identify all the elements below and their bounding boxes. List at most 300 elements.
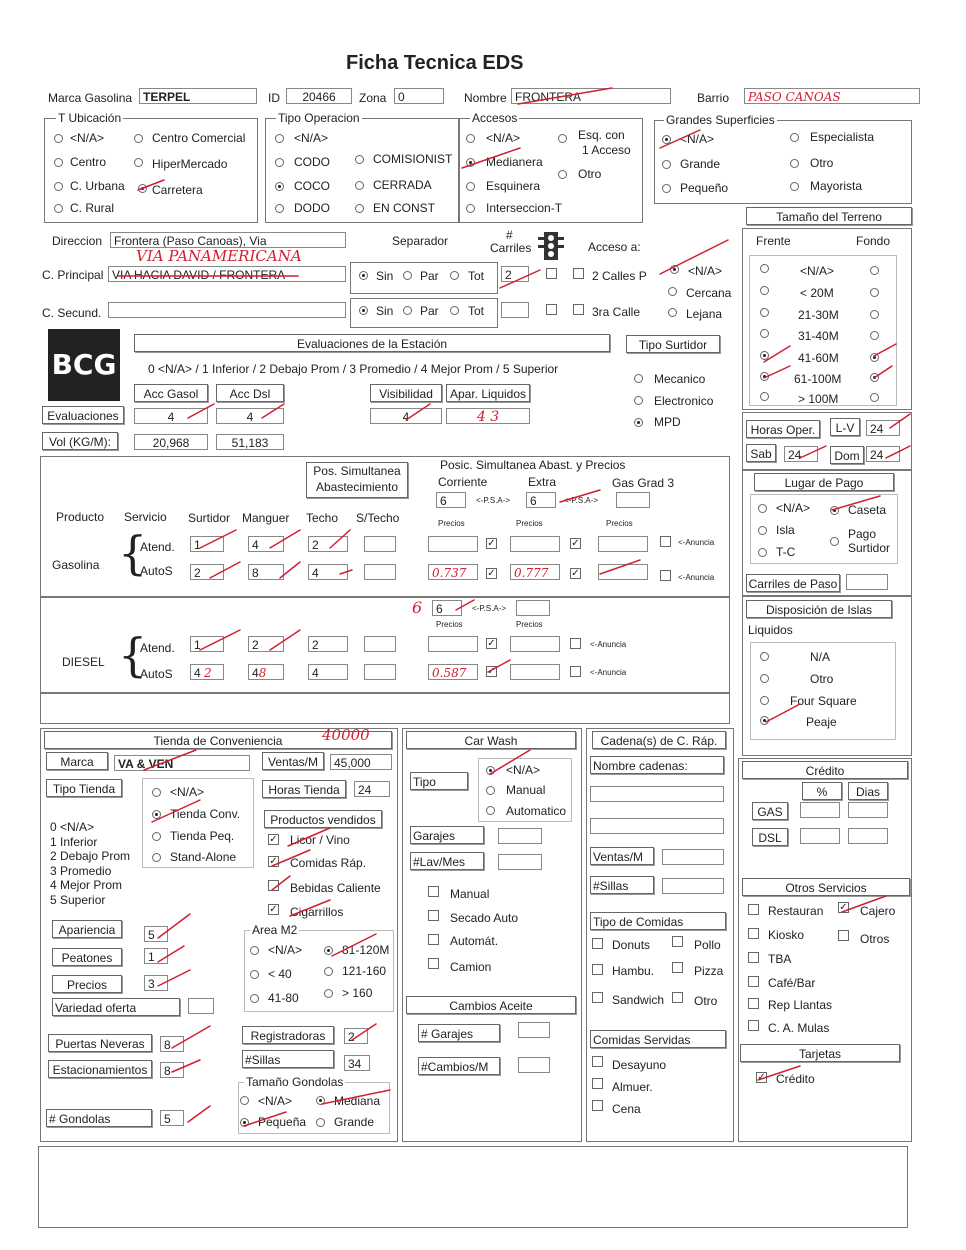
traffic-light-icon	[538, 232, 564, 260]
tipo-tienda-label: Tipo Tienda	[46, 779, 122, 797]
pago-caseta-label: Caseta	[848, 503, 887, 517]
isla-otro-radio[interactable]	[760, 674, 769, 683]
acc-esq-radio[interactable]	[558, 134, 567, 143]
cw-camion-checkbox[interactable]	[428, 958, 439, 969]
nombre-field[interactable]: FRONTERA	[511, 88, 671, 104]
op-dodo-label: DODO	[294, 201, 330, 215]
cw-lav-field[interactable]	[498, 854, 542, 870]
variedad-label: Variedad oferta	[52, 998, 180, 1016]
carriles2-field[interactable]	[501, 302, 529, 318]
restauran-label: Restauran	[768, 904, 824, 918]
gas-autos-manguer[interactable]: 8	[248, 564, 284, 580]
op-cerrada-radio[interactable]	[355, 181, 364, 190]
tercera-calle-checkbox[interactable]	[573, 304, 584, 315]
ubic-cc-label: Centro Comercial	[152, 131, 246, 145]
cafe-checkbox[interactable]	[748, 976, 759, 987]
area-81-radio[interactable]	[324, 946, 333, 955]
acc-inter-radio[interactable]	[466, 204, 475, 213]
sab-field[interactable]: 24	[784, 446, 818, 462]
cw-lav-label: #Lav/Mes	[410, 852, 484, 870]
productos-vendidos-title: Productos vendidos	[264, 810, 382, 828]
diesel-atend-check1[interactable]: ✓	[487, 638, 496, 649]
surt-mpd-label: MPD	[654, 415, 681, 429]
acc-na-label: <N/A>	[486, 131, 521, 145]
restauran-checkbox[interactable]	[748, 904, 759, 915]
acceso-cercana-radio[interactable]	[668, 287, 677, 296]
corriente-psa-field[interactable]: 6	[436, 492, 466, 508]
op-comis-radio[interactable]	[355, 155, 364, 164]
otro-comida-label: Otro	[694, 994, 718, 1008]
gs-grande-radio[interactable]	[662, 160, 671, 169]
posic-header: Posic. Simultanea Abast. y Precios	[440, 458, 626, 472]
diesel-psa-hw: 6	[412, 598, 423, 617]
gondolas-label: # Gondolas	[46, 1109, 152, 1127]
diesel-autos-manguer-hw: 8	[258, 666, 267, 680]
cw-na-radio[interactable]	[486, 766, 495, 775]
cw-manual-radio[interactable]	[486, 786, 495, 795]
cadena-sillas-field[interactable]	[662, 878, 724, 894]
tienda-scale	[50, 820, 130, 907]
ubicacion-title: T Ubicación	[58, 111, 122, 125]
ubic-carretera-radio[interactable]	[138, 184, 147, 193]
carriles-paso-field[interactable]	[846, 574, 888, 590]
surt-mpd-radio[interactable]	[634, 418, 643, 427]
diesel-autos-manguer[interactable]	[248, 664, 284, 680]
surt-elec-radio[interactable]	[634, 396, 643, 405]
gs-esp-radio[interactable]	[790, 133, 799, 142]
aceite-cambios-field[interactable]	[518, 1057, 550, 1073]
otros-servicios-title: Otros Servicios	[742, 878, 910, 896]
sep1-par-radio[interactable]	[403, 271, 412, 280]
gond-grande-radio[interactable]	[316, 1118, 325, 1127]
diesel-price-hw: 0.587	[432, 666, 467, 680]
kiosko-label: Kiosko	[768, 928, 805, 942]
fondo-100-radio[interactable]	[870, 373, 879, 382]
tarjetas-title: Tarjetas	[740, 1044, 900, 1062]
estac-label: Estacionamientos	[48, 1060, 152, 1078]
diesel-autos-price2[interactable]	[510, 664, 560, 680]
acc-dsl-header: Acc Dsl	[216, 384, 284, 402]
desayuno-checkbox[interactable]	[592, 1056, 603, 1067]
tienda-sillas-field[interactable]: 34	[344, 1055, 370, 1071]
acc-esquinera-radio[interactable]	[466, 182, 475, 191]
sep2-par-radio[interactable]	[403, 306, 412, 315]
extra-panel	[40, 692, 730, 724]
tt-na-radio[interactable]	[152, 788, 161, 797]
isla-four-radio[interactable]	[760, 696, 769, 705]
sep1-sin-radio[interactable]	[359, 271, 368, 280]
nombre-label: Nombre	[464, 91, 507, 105]
area-121-radio[interactable]	[324, 967, 333, 976]
bcg-logo: BCG	[48, 329, 120, 401]
almuer-checkbox[interactable]	[592, 1078, 603, 1089]
diesel-autos-techo[interactable]: 4	[308, 664, 348, 680]
lv-label: L-V	[830, 418, 860, 436]
principal-label: C. Principal	[42, 268, 104, 282]
horas-tienda-field[interactable]: 24	[354, 781, 390, 797]
gas-autos-check1[interactable]: ✓	[487, 568, 496, 579]
acceso-a-label: Acceso a:	[588, 240, 641, 254]
frente-20-radio[interactable]	[760, 286, 769, 295]
cw-secado-checkbox[interactable]	[428, 910, 439, 921]
carriles-paso-label: Carriles de Paso	[746, 574, 840, 592]
diesel-atend-surtidor[interactable]: 1	[190, 636, 224, 652]
acc-medianera-radio[interactable]	[466, 158, 475, 167]
frente-100-radio[interactable]	[760, 372, 769, 381]
diesel-autos-manguer-val: 4	[252, 666, 259, 680]
eval-dsl-field[interactable]: 4	[216, 408, 284, 424]
pago-tc-radio[interactable]	[758, 548, 767, 557]
diesel-atend-check2[interactable]	[570, 638, 581, 649]
diesel-autos-label: AutoS	[140, 667, 173, 681]
op-na-radio[interactable]	[275, 134, 284, 143]
carriles1-checkbox[interactable]	[546, 268, 557, 279]
credito-gas-pct[interactable]	[800, 802, 840, 818]
diesel-autos-check2[interactable]	[570, 666, 581, 677]
manguer-header: Manguer	[242, 511, 290, 525]
precios-field[interactable]: 3	[144, 975, 168, 991]
op-coco-radio[interactable]	[275, 182, 284, 191]
pizza-checkbox[interactable]	[672, 962, 683, 973]
credito-title: Crédito	[742, 761, 908, 779]
acc-gasol-header: Acc Gasol	[134, 384, 208, 402]
cajero-checkbox[interactable]: ✓	[839, 902, 848, 913]
evaluaciones-label: Evaluaciones	[42, 406, 124, 424]
gas-atend-check2[interactable]: ✓	[571, 538, 580, 549]
ca-mulas-checkbox[interactable]	[748, 1020, 759, 1031]
sandwich-checkbox[interactable]	[592, 992, 603, 1003]
comidas-checkbox[interactable]: ✓	[269, 856, 278, 867]
gas-atend-check3[interactable]	[660, 536, 671, 547]
gs-esp-label: Especialista	[810, 130, 875, 144]
dos-calles-checkbox[interactable]	[573, 268, 584, 279]
rep-llantas-label: Rep Llantas	[768, 998, 833, 1012]
sep2-tot-label: Tot	[468, 304, 485, 318]
acc-otro-label: Otro	[578, 167, 602, 181]
cadena-nombre-field1[interactable]	[590, 786, 724, 802]
surtidor-header: Surtidor	[188, 511, 231, 525]
pollo-checkbox[interactable]	[672, 936, 683, 947]
direccion-field[interactable]: Frontera (Paso Canoas), Via	[110, 232, 346, 248]
gas-atend-surtidor[interactable]: 1	[190, 536, 224, 552]
diesel-autos-price1[interactable]	[428, 664, 478, 680]
ubic-urbana-label: C. Urbana	[70, 179, 125, 193]
frente-40-radio[interactable]	[760, 329, 769, 338]
secund-field[interactable]	[108, 302, 346, 318]
ubic-rural-radio[interactable]	[54, 204, 63, 213]
fondo-40-radio[interactable]	[870, 331, 879, 340]
tipo-operacion-title: Tipo Operacion	[278, 111, 360, 125]
gas-atend-techo[interactable]: 2	[308, 536, 348, 552]
gas-autos-surtidor[interactable]: 2	[190, 564, 224, 580]
hambu-label: Hambu.	[612, 964, 655, 978]
acc-otro-radio[interactable]	[558, 170, 567, 179]
vol-dsl-field[interactable]: 51,183	[216, 434, 284, 450]
acceso-cercana-label: Cercana	[686, 286, 732, 300]
terreno-na-label: <N/A>	[800, 264, 835, 278]
dom-field[interactable]: 24	[866, 446, 900, 462]
cadena-title: Cadena(s) de C. Ráp.	[592, 731, 726, 749]
ubic-hiper-label: HiperMercado	[152, 157, 228, 171]
frente-gt100-radio[interactable]	[760, 392, 769, 401]
op-cerrada-label: CERRADA	[373, 178, 432, 192]
gond-na-radio[interactable]	[240, 1096, 249, 1105]
notes-area[interactable]	[38, 1146, 908, 1228]
gas-atend-price1[interactable]	[428, 536, 478, 552]
fondo-20-radio[interactable]	[870, 288, 879, 297]
gas-atend-check1[interactable]: ✓	[487, 538, 496, 549]
ubic-centro-radio[interactable]	[54, 158, 63, 167]
ubic-cc-radio[interactable]	[134, 134, 143, 143]
tienda-marca-field[interactable]: VA & VEN	[114, 755, 250, 771]
op-codo-radio[interactable]	[275, 158, 284, 167]
sep1-tot-label: Tot	[468, 269, 485, 283]
frente-na-radio[interactable]	[760, 264, 769, 273]
fondo-label: Fondo	[856, 234, 891, 248]
aceite-title: Cambios Aceite	[406, 996, 576, 1014]
gs-otro-label: Otro	[810, 156, 834, 170]
diesel-atend-techo[interactable]: 2	[308, 636, 348, 652]
diesel-atend-price1[interactable]	[428, 636, 478, 652]
dos-calles-label: 2 Calles P	[592, 269, 647, 283]
sep2-par-label: Par	[420, 304, 439, 318]
terreno-gt100-label: > 100M	[798, 392, 839, 406]
page-title: Ficha Tecnica EDS	[346, 52, 524, 74]
diesel-psa-label: <-P.S.A->	[472, 604, 507, 613]
id-field[interactable]: 20466	[286, 88, 352, 104]
aceite-garajes-field[interactable]	[518, 1022, 550, 1038]
comidas-servidas-title: Comidas Servidas	[590, 1030, 726, 1048]
ca-mulas-label: C. A. Mulas	[768, 1021, 830, 1035]
isla-na-radio[interactable]	[760, 652, 769, 661]
fondo-na-radio[interactable]	[870, 266, 879, 275]
gs-mayor-radio[interactable]	[790, 182, 799, 191]
eval-gasol-field[interactable]: 4	[134, 408, 208, 424]
extra-psa-label: <-P.S.A->	[564, 496, 599, 505]
cw-auto-radio[interactable]	[486, 806, 495, 815]
gs-otro-radio[interactable]	[790, 159, 799, 168]
sab-label: Sab	[746, 444, 776, 462]
acceso-na-radio[interactable]	[670, 265, 679, 274]
diesel-psa2-field[interactable]	[516, 600, 550, 616]
area-40-label: < 40	[268, 967, 292, 981]
op-dodo-radio[interactable]	[275, 204, 284, 213]
abast-text: Abastecimiento	[315, 480, 399, 494]
credito-dsl-dias[interactable]	[848, 828, 888, 844]
cw-automat-checkbox[interactable]	[428, 934, 439, 945]
gas-autos-price3[interactable]	[598, 564, 648, 580]
apariencia-label: Apariencia	[52, 920, 122, 938]
area-40-radio[interactable]	[250, 970, 259, 979]
lv-field[interactable]: 24	[866, 420, 900, 436]
producto-header: Producto	[56, 510, 105, 524]
area-160-label: > 160	[342, 986, 373, 1000]
zona-field[interactable]: 0	[394, 88, 444, 104]
gondolas-field[interactable]: 5	[160, 1110, 184, 1126]
cigarrillos-checkbox[interactable]: ✓	[269, 904, 278, 915]
cw-manual-label: Manual	[506, 783, 546, 797]
kiosko-checkbox[interactable]	[748, 928, 759, 939]
rep-llantas-checkbox[interactable]	[748, 998, 759, 1009]
gond-pequena-label: Pequeña	[258, 1115, 307, 1129]
donuts-checkbox[interactable]	[592, 938, 603, 949]
registradoras-field[interactable]: 2	[344, 1028, 368, 1044]
id-label: ID	[268, 91, 280, 105]
pago-surtidor-radio[interactable]	[830, 537, 839, 546]
variedad-field[interactable]	[188, 998, 214, 1014]
apariencia-field[interactable]: 5	[144, 926, 168, 942]
gond-mediana-radio[interactable]	[316, 1096, 325, 1105]
gas-atend-stecho[interactable]	[364, 536, 396, 552]
gas-autos-price2[interactable]	[510, 564, 560, 580]
visibilidad-header: Visibilidad	[370, 384, 442, 402]
frente-60-radio[interactable]	[760, 351, 769, 360]
carriles-hash: #	[506, 228, 513, 242]
scale-2: 2 Debajo Prom	[50, 849, 131, 863]
principal-field[interactable]: VIA HACIA DAVID / FRONTERA	[108, 266, 346, 282]
marca-field[interactable]: TERPEL	[139, 88, 257, 104]
isla-otro-label: Otro	[810, 672, 834, 686]
gs-na-radio[interactable]	[662, 135, 671, 144]
credito-dias-header: Dias	[848, 782, 888, 800]
sep2-sin-radio[interactable]	[359, 306, 368, 315]
fondo-60-radio[interactable]	[870, 353, 879, 362]
gas-atend-price2[interactable]	[510, 536, 560, 552]
barrio-handwriting: PASO CANOAS	[748, 90, 841, 104]
tba-checkbox[interactable]	[748, 952, 759, 963]
carriles1-field[interactable]: 2	[501, 266, 529, 282]
credito-dsl-pct[interactable]	[800, 828, 840, 844]
diesel-atend-manguer[interactable]: 2	[248, 636, 284, 652]
gas-autos-check2[interactable]: ✓	[571, 568, 580, 579]
otro-comida-checkbox[interactable]	[672, 992, 683, 1003]
area-41-label: 41-80	[268, 991, 299, 1005]
isla-four-label: Four Square	[790, 694, 857, 708]
estac-field[interactable]: 8	[160, 1062, 184, 1078]
cw-camion-label: Camion	[450, 960, 492, 974]
diesel-autos-surtidor[interactable]	[190, 664, 224, 680]
gas-autos-price1[interactable]	[428, 564, 478, 580]
gs-na-label: <N/A>	[680, 132, 715, 146]
gs-peq-radio[interactable]	[662, 184, 671, 193]
diesel-brace-icon: {	[118, 628, 148, 682]
grad3-psa-field[interactable]	[616, 492, 650, 508]
ubic-hiper-radio[interactable]	[134, 158, 143, 167]
fondo-gt100-radio[interactable]	[870, 393, 879, 402]
diesel-psa-field[interactable]: 6	[432, 600, 462, 616]
isla-na-label: N/A	[810, 650, 831, 664]
op-coco-label: COCO	[294, 179, 330, 193]
terreno-30-label: 21-30M	[798, 308, 839, 322]
evaluaciones-title: Evaluaciones de la Estación	[134, 334, 610, 352]
gas-autos-check3[interactable]	[660, 570, 671, 581]
cena-checkbox[interactable]	[592, 1100, 603, 1111]
pago-title: Lugar de Pago	[754, 473, 894, 491]
area-na-radio[interactable]	[250, 946, 259, 955]
frente-30-radio[interactable]	[760, 308, 769, 317]
credito-gas-dias[interactable]	[848, 802, 888, 818]
surt-mec-radio[interactable]	[634, 374, 643, 383]
tt-peq-radio[interactable]	[152, 832, 161, 841]
gondolas-title: Tamaño Gondolas	[246, 1075, 344, 1089]
isla-peaje-radio[interactable]	[760, 716, 769, 725]
tt-stand-radio[interactable]	[152, 853, 161, 862]
tienda-sillas-label: #Sillas	[242, 1050, 334, 1068]
apar-liquidos-field[interactable]	[446, 408, 530, 424]
cw-manual-checkbox[interactable]	[428, 886, 439, 897]
pago-na-radio[interactable]	[758, 504, 767, 513]
extra-psa-field[interactable]: 6	[526, 492, 556, 508]
sandwich-label: Sandwich	[612, 993, 665, 1007]
terreno-title: Tamaño del Terreno	[746, 207, 912, 225]
comidas-label: Comidas Ráp.	[290, 856, 367, 870]
sep2-tot-radio[interactable]	[450, 306, 459, 315]
area-121-label: 121-160	[342, 964, 387, 978]
gas-atend-price3[interactable]	[598, 536, 648, 552]
visibilidad-field[interactable]: 4	[370, 408, 442, 424]
barrio-field[interactable]	[744, 88, 920, 104]
peatones-field[interactable]: 1	[144, 948, 168, 964]
pago-caseta-radio[interactable]	[830, 506, 839, 515]
gas-autos-stecho[interactable]	[364, 564, 396, 580]
gas-autos-techo[interactable]: 4	[308, 564, 348, 580]
tarjeta-credito-checkbox[interactable]: ✓	[757, 1072, 766, 1083]
tt-conv-radio[interactable]	[152, 810, 161, 819]
tienda-ventas-field[interactable]: 45,000	[330, 754, 392, 770]
techo-header: Techo	[306, 511, 339, 525]
carwash-title: Car Wash	[406, 731, 576, 749]
cadena-nombre-field2[interactable]	[590, 818, 724, 834]
corriente-label: Corriente	[438, 475, 488, 489]
cadena-sillas-label: #Sillas	[590, 876, 654, 894]
gas-atend-manguer[interactable]: 4	[248, 536, 284, 552]
carriles2-checkbox[interactable]	[546, 304, 557, 315]
diesel-autos-stecho[interactable]	[364, 664, 396, 680]
cw-garajes-field[interactable]	[498, 828, 542, 844]
tt-na-label: <N/A>	[170, 785, 205, 799]
puertas-field[interactable]: 8	[160, 1036, 184, 1052]
acceso-lejana-radio[interactable]	[668, 308, 677, 317]
cadena-ventas-field[interactable]	[662, 849, 724, 865]
hambu-checkbox[interactable]	[592, 964, 603, 975]
pago-isla-radio[interactable]	[758, 526, 767, 535]
scale-0: 0 <N/A>	[50, 820, 95, 834]
otros-checkbox[interactable]	[838, 930, 849, 941]
bebidas-checkbox[interactable]	[268, 880, 279, 891]
vol-gasol-field[interactable]: 20,968	[134, 434, 208, 450]
aceite-cambios-label: #Cambios/M	[418, 1057, 500, 1075]
diesel-autos-check1[interactable]: ✓	[487, 666, 496, 677]
sep1-tot-radio[interactable]	[450, 271, 459, 280]
licor-checkbox[interactable]: ✓	[269, 834, 278, 845]
fondo-30-radio[interactable]	[870, 310, 879, 319]
ubic-urbana-radio[interactable]	[54, 182, 63, 191]
area-41-radio[interactable]	[250, 994, 259, 1003]
acc-na-radio[interactable]	[466, 134, 475, 143]
registradoras-label: Registradoras	[242, 1026, 334, 1044]
area-160-radio[interactable]	[324, 989, 333, 998]
pos-simultanea-header	[306, 462, 408, 498]
op-const-radio[interactable]	[355, 204, 364, 213]
sep2-sin-label: Sin	[376, 304, 394, 318]
marca-label: Marca Gasolina	[48, 91, 133, 105]
diesel-atend-price2[interactable]	[510, 636, 560, 652]
accesos-title: Accesos	[472, 111, 518, 125]
ubic-na-radio[interactable]	[54, 134, 63, 143]
gond-pequena-radio[interactable]	[240, 1118, 249, 1127]
tipo-surtidor-title: Tipo Surtidor	[626, 335, 720, 353]
diesel-atend-stecho[interactable]	[364, 636, 396, 652]
